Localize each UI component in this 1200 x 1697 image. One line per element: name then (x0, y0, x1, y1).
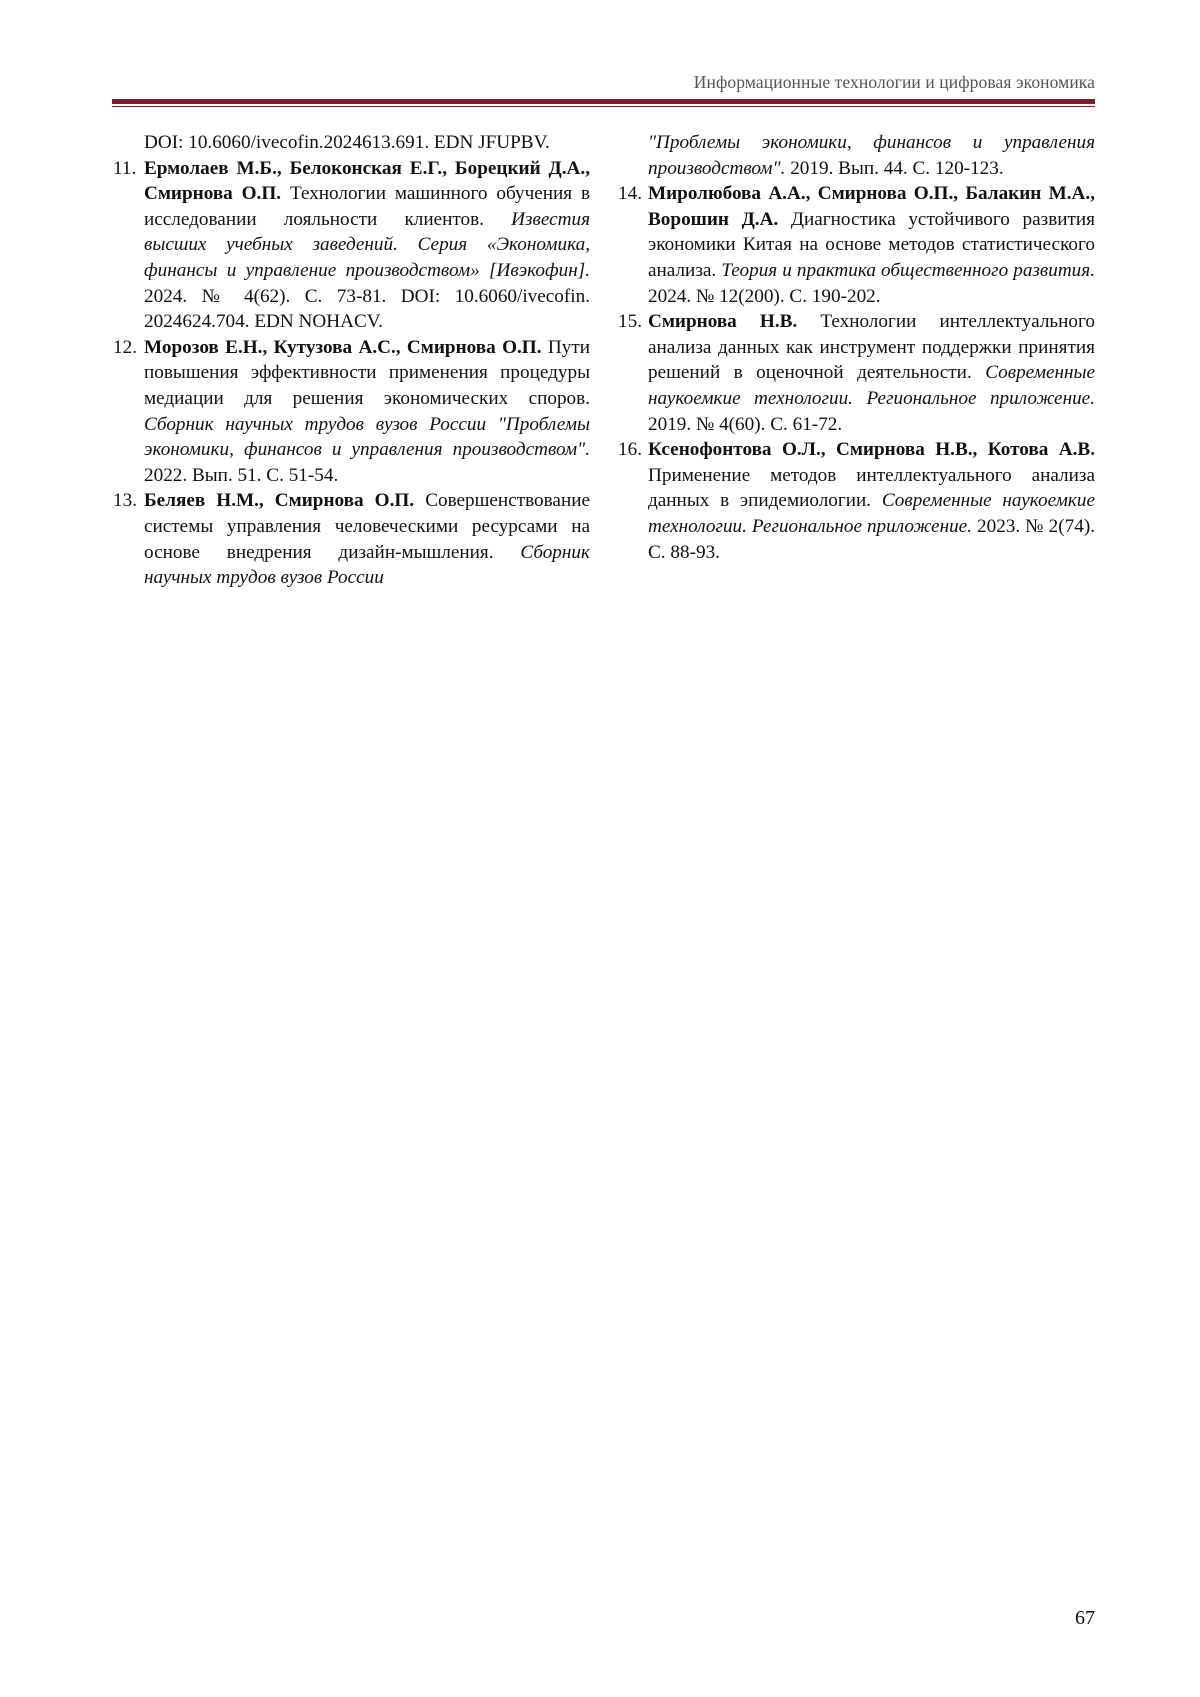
reference-column-left (113, 130, 591, 591)
reference-title: Диагностика устойчивого развития экономики Китая на основе методов статистического анализа. (648, 208, 1096, 281)
reference-details: 2019. № 4(60). С. 61-72. (648, 413, 843, 435)
reference-entry-12 (113, 335, 591, 489)
reference-number: 16. (618, 439, 642, 461)
reference-entry-14 (618, 181, 1096, 309)
reference-title: Применение методов интеллектуального анализа данных в эпидемиологии. (648, 464, 1095, 512)
reference-source: "Проблемы экономики, финансов и управления производством". (648, 132, 1095, 179)
reference-source: Современные наукоемкие технологии. Региональное приложение. (648, 490, 1095, 537)
reference-number: 15. (618, 311, 642, 333)
reference-source: Современные наукоемкие технологии. Региональное приложение. (648, 362, 1096, 409)
reference-title: Совершенствование системы управления человеческими ресурсами на основе внедрения дизайн-мышления. (144, 490, 590, 563)
reference-source: Сборник научных трудов вузов России (144, 541, 590, 589)
reference-authors: Ермолаев М.Б., Белоконская Е.Г., Борецкий Д.А., Смирнова О.П. (144, 157, 590, 205)
reference-title: Технологии интеллектуального анализа данных как инструмент поддержки принятия решений в оценочной деятельности. (648, 311, 1095, 384)
page-number: 67 (1075, 1607, 1095, 1629)
header-rule-thin (112, 106, 1095, 107)
reference-details: 2019. Вып. 44. С. 120-123. (790, 157, 1004, 179)
reference-entry-13 (113, 488, 590, 590)
reference-source: Известия высших учебных заведений. Серия «Экономика, финансы и управление производством» [Ивэкофин]. (144, 208, 590, 281)
reference-number: 11. (113, 157, 137, 179)
reference-authors: Ксенофонтова О.Л., Смирнова Н.В., Котова А.В. (648, 439, 1095, 461)
reference-entry-11 (113, 156, 591, 335)
reference-details: 2024. № 4(62). С. 73-81. DOI: 10.6060/ivecofin. 2024624.704. EDN NOHACV. (144, 285, 590, 333)
reference-entry-15 (618, 309, 1096, 437)
reference-source: Теория и практика общественного развития. (721, 259, 1095, 281)
reference-title: Технологии машинного обучения в исследовании лояльности клиентов. (144, 183, 591, 230)
reference-title: Пути повышения эффективности применения процедуры медиации для решения экономических споров. (144, 336, 591, 409)
reference-continuation (648, 130, 1095, 181)
journal-section-title: Информационные технологии и цифровая экономика (693, 72, 1095, 92)
reference-column-right (618, 130, 1096, 565)
reference-details: 2024. № 12(200). С. 190-202. (648, 285, 881, 307)
reference-details: 2022. Вып. 51. С. 51-54. (144, 464, 339, 486)
reference-number: 12. (113, 336, 137, 358)
reference-number: 14. (618, 183, 642, 205)
reference-entry-16 (618, 437, 1096, 565)
reference-authors: Миролюбова А.А., Смирнова О.П., Балакин М.А., Ворошин Д.А. (648, 183, 1095, 230)
reference-authors: Смирнова Н.В. (648, 311, 798, 333)
reference-details: DOI: 10.6060/ivecofin.2024613.691. EDN JFUPBV. (144, 132, 550, 153)
reference-details: 2023. № 2(74). С. 88-93. (648, 515, 1096, 563)
reference-continuation (144, 130, 590, 156)
reference-authors: Морозов Е.Н., Кутузова А.С., Смирнова О.П. (144, 336, 542, 358)
reference-number: 13. (113, 490, 137, 512)
reference-authors: Беляев Н.М., Смирнова О.П. (144, 490, 415, 512)
header-rule-thick (112, 99, 1095, 104)
reference-source: Сборник научных трудов вузов России "Проблемы экономики, финансов и управления производством". (144, 413, 590, 461)
